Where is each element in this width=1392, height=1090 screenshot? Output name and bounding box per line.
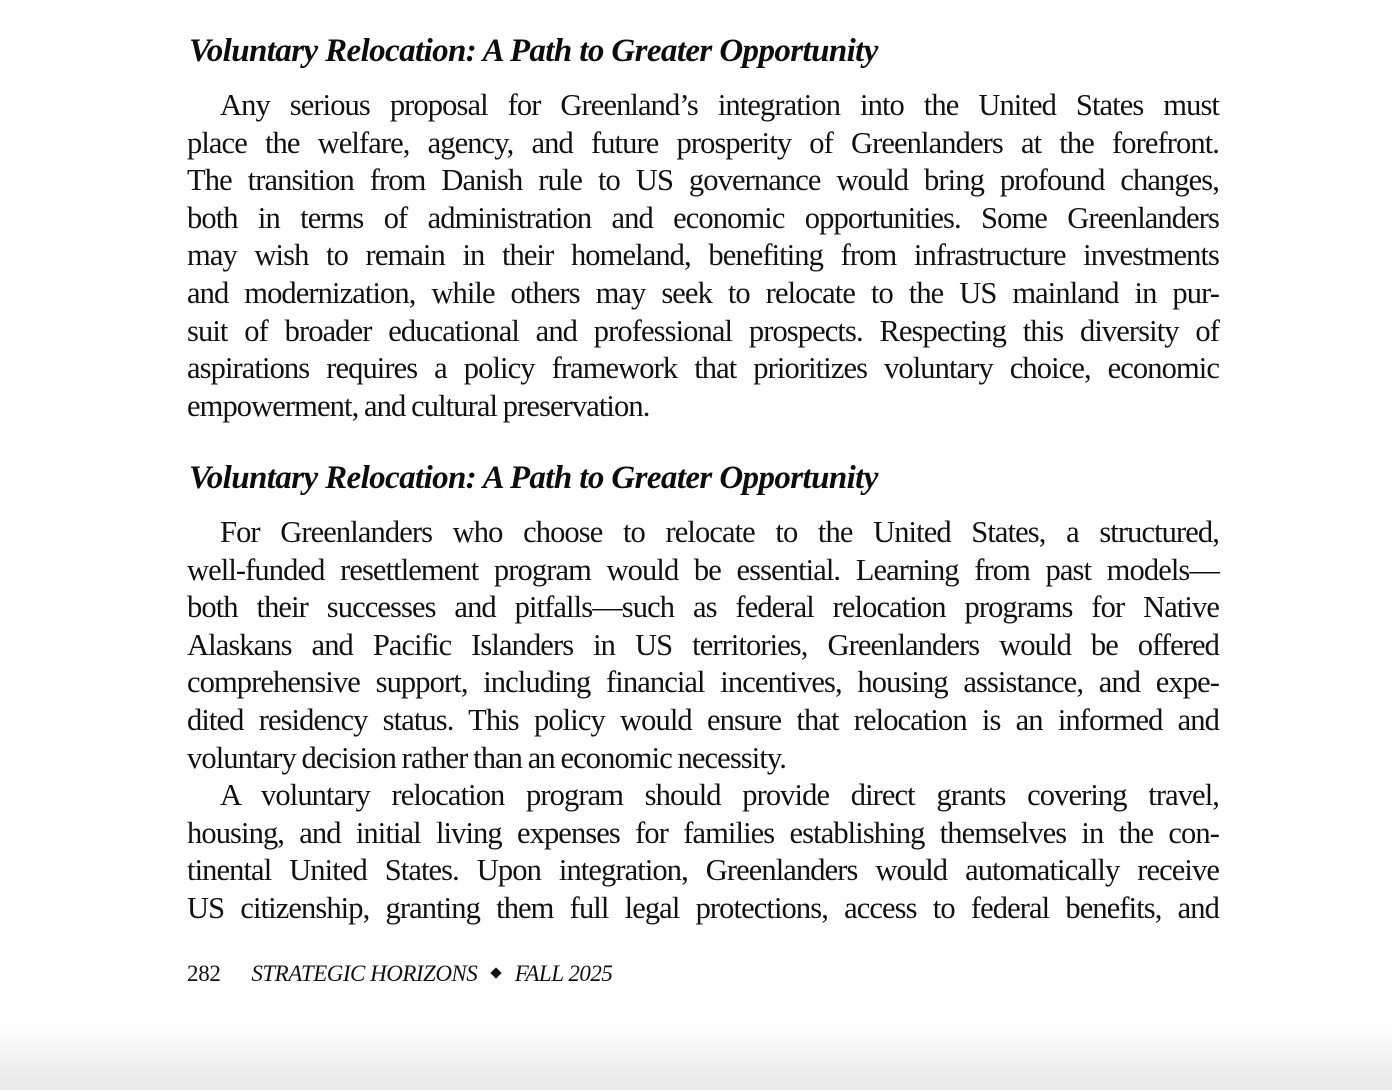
text-line: may wish to remain in their homeland, benefiting from infrastructure investments: [187, 238, 1219, 273]
text-line: Alaskans and Pacific Islanders in US territories, Greenlanders would be offered: [187, 627, 1219, 662]
text-line: voluntary decision rather than an economic necessity.: [187, 740, 786, 775]
journal-name: STRATEGIC HORIZONS: [251, 961, 478, 986]
bottom-shadow: [0, 1020, 1392, 1090]
text-line: aspirations requires a policy framework that prioritizes voluntary choice, economic: [187, 351, 1219, 386]
text-line: A voluntary relocation program should provide direct grants covering travel,: [220, 778, 1219, 812]
text-line: Any serious proposal for Greenland’s integration into the United States must: [220, 88, 1219, 122]
text-line: empowerment, and cultural preservation.: [187, 388, 650, 423]
paragraph: [187, 87, 1219, 425]
text-line: and modernization, while others may seek to relocate to the US mainland in pur-: [187, 275, 1219, 310]
text-line: comprehensive support, including financial incentives, housing assistance, and expe-: [187, 665, 1219, 700]
text-line: both in terms of administration and economic opportunities. Some Greenlanders: [187, 200, 1219, 235]
issue-date: FALL 2025: [514, 961, 613, 986]
text-line: both their successes and pitfalls—such as federal relocation programs for Native: [187, 590, 1219, 625]
text-line: suit of broader educational and professional prospects. Respecting this diversity of: [187, 313, 1219, 348]
text-line: dited residency status. This policy would ensure that relocation is an informed and: [187, 702, 1219, 737]
text-line: For Greenlanders who choose to relocate to the United States, a structured,: [220, 515, 1219, 549]
text-line: US citizenship, granting them full legal protections, access to federal benefits, and: [187, 890, 1219, 925]
text-line: The transition from Danish rule to US governance would bring profound changes,: [187, 163, 1219, 198]
page-footer: [187, 958, 612, 990]
text-line: tinental United States. Upon integration, Greenlanders would automatically receive: [187, 853, 1219, 888]
page-number: 282: [187, 961, 221, 986]
text-line: housing, and initial living expenses for families establishing themselves in the con-: [187, 815, 1219, 850]
diamond-icon: [490, 967, 501, 978]
paragraph: [187, 514, 1219, 777]
text-line: place the welfare, agency, and future prosperity of Greenlanders at the forefront.: [187, 125, 1219, 160]
section-heading: Voluntary Relocation: A Path to Greater Opportunity: [189, 460, 878, 496]
section-heading: Voluntary Relocation: A Path to Greater Opportunity: [189, 33, 878, 69]
paragraph: [187, 777, 1219, 927]
text-line: well-funded resettlement program would be essential. Learning from past models—: [187, 552, 1219, 587]
